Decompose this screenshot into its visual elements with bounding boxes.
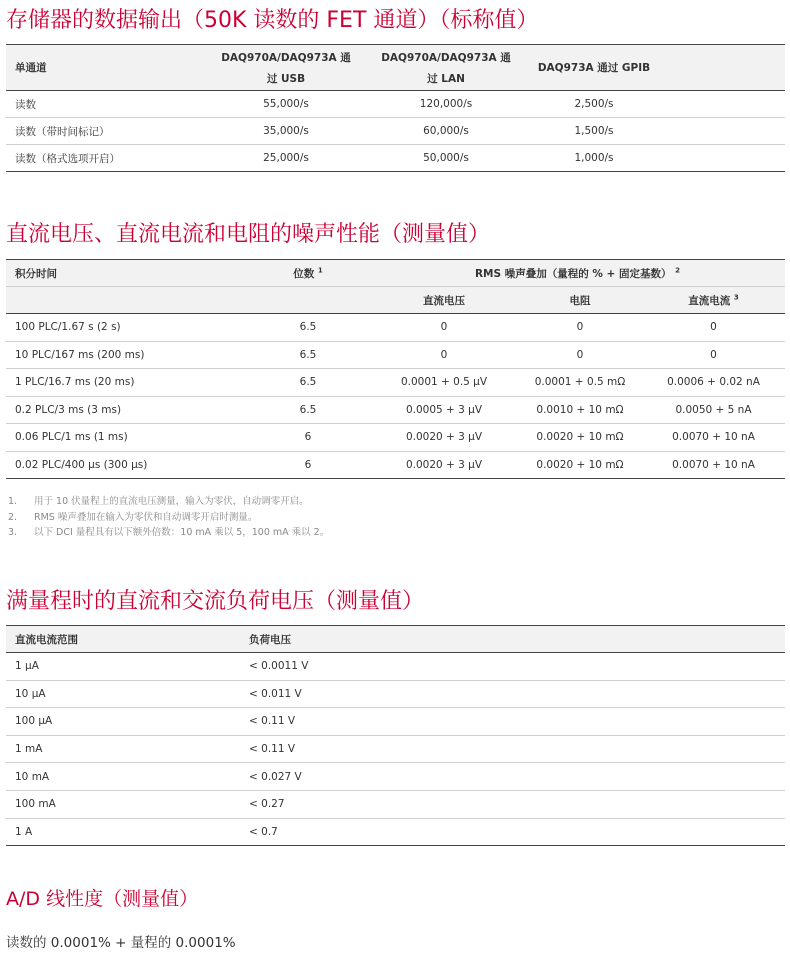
footnote-1: 1. 用于 10 伏量程上的直流电压测量，输入为零伏，自动调零开启。 <box>8 496 309 507</box>
table-row: 1 PLC/16.7 ms (20 ms) 6.5 0.0001 + 0.5 μV 0.0001 + 0.5 mΩ 0.0006 + 0.02 nA <box>6 369 785 397</box>
table-row: 读数（带时间标记） 35,000/s 60,000/s 1,500/s <box>6 118 785 145</box>
table-row: 0.06 PLC/1 ms (1 ms) 6 0.0020 + 3 μV 0.0020 + 10 mΩ 0.0070 + 10 nA <box>6 424 785 452</box>
col-header-lan: DAQ970A/DAQ973A 通 过 LAN <box>381 51 511 85</box>
table-row: 100 μA < 0.11 V <box>6 708 785 736</box>
section-title-noise-performance: 直流电压、直流电流和电阻的噪声性能（测量值） <box>6 222 491 247</box>
table-header-row <box>6 626 785 653</box>
section-title-memory-output: 存储器的数据输出（50K 读数的 FET 通道）（标称值） <box>6 8 539 33</box>
col-header-gpib: DAQ973A 通过 GPIB <box>537 62 651 74</box>
memory-output-table <box>6 44 785 172</box>
table-row: 0.02 PLC/400 μs (300 μs) 6 0.0020 + 3 μV 0.0020 + 10 mΩ 0.0070 + 10 nA <box>6 451 785 479</box>
table-row: 0.2 PLC/3 ms (3 ms) 6.5 0.0005 + 3 μV 0.0010 + 10 mΩ 0.0050 + 5 nA <box>6 396 785 424</box>
col-header-digits: 位数 $^1$ <box>293 266 323 280</box>
table-row: 100 PLC/1.67 s (2 s) 6.5 0 0 0 <box>6 314 785 342</box>
footnote-3: 3. 以下 DCI 量程具有以下额外倍数：10 mA 乘以 5，100 mA 乘以 2。 <box>8 527 330 538</box>
footnote-2: 2. RMS 噪声叠加在输入为零伏和自动调零开启时测量。 <box>8 511 258 523</box>
table-header-row <box>6 260 785 287</box>
table-row: 100 mA < 0.27 <box>6 790 785 818</box>
col-header-dc-current: 直流电流 $^3$ <box>688 293 739 307</box>
table-row: 10 PLC/167 ms (200 ms) 6.5 0 0 0 <box>6 341 785 369</box>
col-header-dc-voltage: 直流电压 <box>423 294 465 307</box>
table-subheader-row <box>6 287 785 314</box>
col-header-rms-noise: RMS 噪声叠加（量程的 % + 固定基数） $^2$ <box>474 266 681 280</box>
col-header-integration-time: 积分时间 <box>15 267 57 280</box>
col-header-burden-voltage: 负荷电压 <box>249 633 291 646</box>
table-row: 1 A < 0.7 <box>6 818 785 846</box>
section-title-ad-linearity: A/D 线性度（测量值） <box>6 888 199 910</box>
footnotes <box>8 494 329 541</box>
col-header-usb: DAQ970A/DAQ973A 通 过 USB <box>221 51 351 85</box>
table-header-row <box>6 45 785 91</box>
table-row: 10 μA < 0.011 V <box>6 680 785 708</box>
burden-voltage-table <box>6 625 785 846</box>
table-row: 1 mA < 0.11 V <box>6 735 785 763</box>
table-row: 读数（格式选项开启） 25,000/s 50,000/s 1,000/s <box>6 145 785 172</box>
col-header-resistance: 电阻 <box>569 294 591 307</box>
table-row: 10 mA < 0.027 V <box>6 763 785 791</box>
section-title-burden-voltage: 满量程时的直流和交流负荷电压（测量值） <box>6 589 425 614</box>
col-header-current-range: 直流电流范围 <box>15 633 78 646</box>
col-header-channel: 单通道 <box>15 62 47 74</box>
table-row: 1 μA < 0.0011 V <box>6 653 785 681</box>
table-row: 读数 55,000/s 120,000/s 2,500/s <box>6 91 785 118</box>
ad-linearity-value: 读数的 0.0001% + 量程的 0.0001% <box>6 935 236 951</box>
noise-performance-table <box>6 259 785 479</box>
